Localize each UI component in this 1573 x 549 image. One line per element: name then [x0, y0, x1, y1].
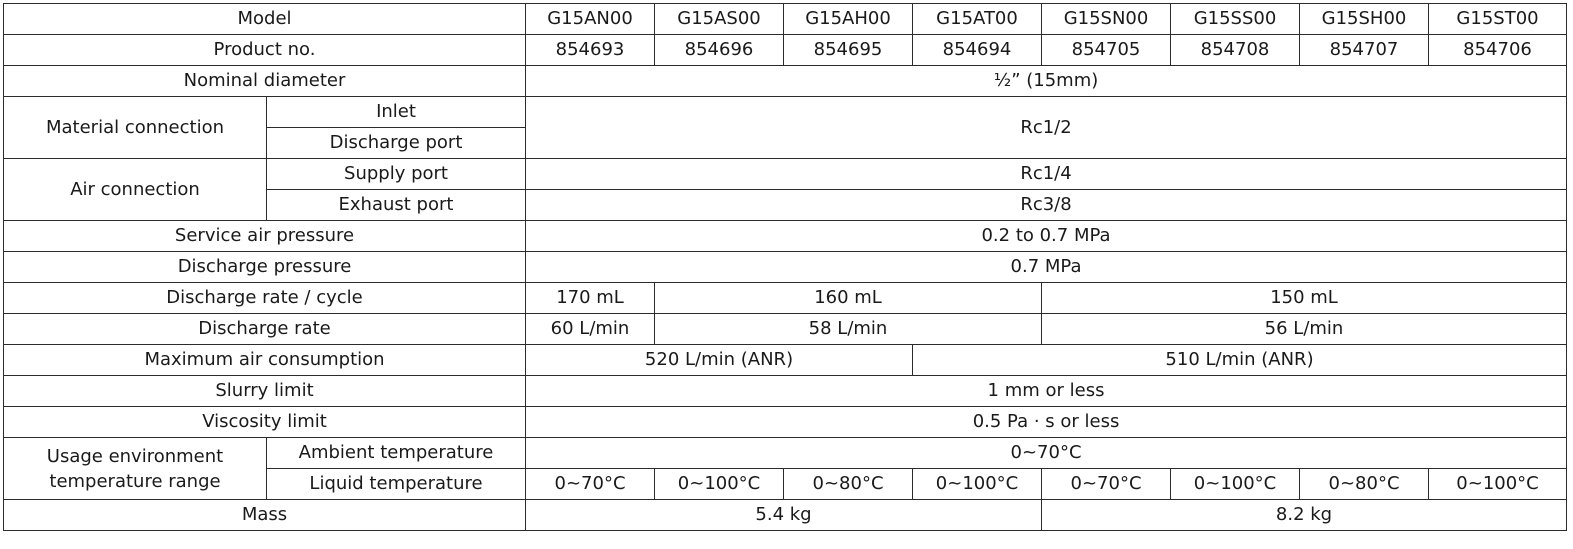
product-no-cell: 854695 [784, 35, 913, 66]
row-viscosity-limit [4, 407, 1567, 438]
model-cell: G15AH00 [784, 4, 913, 35]
spec-table-container [3, 3, 1567, 531]
max-air-consumption-label: Maximum air consumption [4, 345, 526, 376]
product-no-cell: 854708 [1171, 35, 1300, 66]
discharge-rate-cycle-value: 170 mL [526, 283, 655, 314]
inlet-label: Inlet [267, 97, 526, 128]
exhaust-port-value: Rc3/8 [526, 190, 1567, 221]
supply-port-value: Rc1/4 [526, 159, 1567, 190]
row-discharge-rate [4, 314, 1567, 345]
model-label: Model [4, 4, 526, 35]
model-cell: G15SS00 [1171, 4, 1300, 35]
discharge-rate-cycle-value: 150 mL [1042, 283, 1567, 314]
liquid-temperature-cell: 0~100°C [655, 469, 784, 500]
row-nominal-diameter [4, 66, 1567, 97]
model-cell: G15AT00 [913, 4, 1042, 35]
product-no-cell: 854706 [1429, 35, 1567, 66]
discharge-pressure-label: Discharge pressure [4, 252, 526, 283]
liquid-temperature-cell: 0~100°C [1429, 469, 1567, 500]
material-connection-label: Material connection [4, 97, 267, 159]
liquid-temperature-cell: 0~80°C [1300, 469, 1429, 500]
discharge-port-label: Discharge port [267, 128, 526, 159]
viscosity-limit-label: Viscosity limit [4, 407, 526, 438]
row-slurry-limit [4, 376, 1567, 407]
slurry-limit-value: 1 mm or less [526, 376, 1567, 407]
nominal-diameter-value: ½” (15mm) [526, 66, 1567, 97]
row-material-inlet [4, 97, 1567, 128]
discharge-rate-value: 56 L/min [1042, 314, 1567, 345]
slurry-limit-label: Slurry limit [4, 376, 526, 407]
row-model [4, 4, 1567, 35]
model-cell: G15AN00 [526, 4, 655, 35]
air-connection-label: Air connection [4, 159, 267, 221]
supply-port-label: Supply port [267, 159, 526, 190]
product-no-cell: 854705 [1042, 35, 1171, 66]
row-mass [4, 500, 1567, 531]
ambient-temperature-value: 0~70°C [526, 438, 1567, 469]
row-discharge-rate-cycle [4, 283, 1567, 314]
row-service-air-pressure [4, 221, 1567, 252]
row-air-supply [4, 159, 1567, 190]
liquid-temperature-cell: 0~70°C [1042, 469, 1171, 500]
service-air-pressure-label: Service air pressure [4, 221, 526, 252]
ambient-temperature-label: Ambient temperature [267, 438, 526, 469]
row-product-no [4, 35, 1567, 66]
max-air-consumption-value: 510 L/min (ANR) [913, 345, 1567, 376]
row-ambient-temperature [4, 438, 1567, 469]
viscosity-limit-value: 0.5 Pa · s or less [526, 407, 1567, 438]
exhaust-port-label: Exhaust port [267, 190, 526, 221]
product-no-label: Product no. [4, 35, 526, 66]
liquid-temperature-label: Liquid temperature [267, 469, 526, 500]
model-cell: G15SH00 [1300, 4, 1429, 35]
discharge-rate-label: Discharge rate [4, 314, 526, 345]
mass-value: 5.4 kg [526, 500, 1042, 531]
mass-value: 8.2 kg [1042, 500, 1567, 531]
discharge-rate-value: 58 L/min [655, 314, 1042, 345]
liquid-temperature-cell: 0~100°C [913, 469, 1042, 500]
liquid-temperature-cell: 0~80°C [784, 469, 913, 500]
liquid-temperature-cell: 0~70°C [526, 469, 655, 500]
liquid-temperature-cell: 0~100°C [1171, 469, 1300, 500]
discharge-rate-cycle-label: Discharge rate / cycle [4, 283, 526, 314]
discharge-rate-value: 60 L/min [526, 314, 655, 345]
product-no-cell: 854694 [913, 35, 1042, 66]
row-discharge-pressure [4, 252, 1567, 283]
usage-env-temp-label: Usage environment temperature range [4, 438, 267, 500]
product-no-cell: 854696 [655, 35, 784, 66]
max-air-consumption-value: 520 L/min (ANR) [526, 345, 913, 376]
product-no-cell: 854707 [1300, 35, 1429, 66]
service-air-pressure-value: 0.2 to 0.7 MPa [526, 221, 1567, 252]
specification-table [3, 3, 1567, 531]
material-connection-value: Rc1/2 [526, 97, 1567, 159]
row-max-air-consumption [4, 345, 1567, 376]
nominal-diameter-label: Nominal diameter [4, 66, 526, 97]
discharge-rate-cycle-value: 160 mL [655, 283, 1042, 314]
product-no-cell: 854693 [526, 35, 655, 66]
mass-label: Mass [4, 500, 526, 531]
model-cell: G15SN00 [1042, 4, 1171, 35]
model-cell: G15ST00 [1429, 4, 1567, 35]
discharge-pressure-value: 0.7 MPa [526, 252, 1567, 283]
model-cell: G15AS00 [655, 4, 784, 35]
